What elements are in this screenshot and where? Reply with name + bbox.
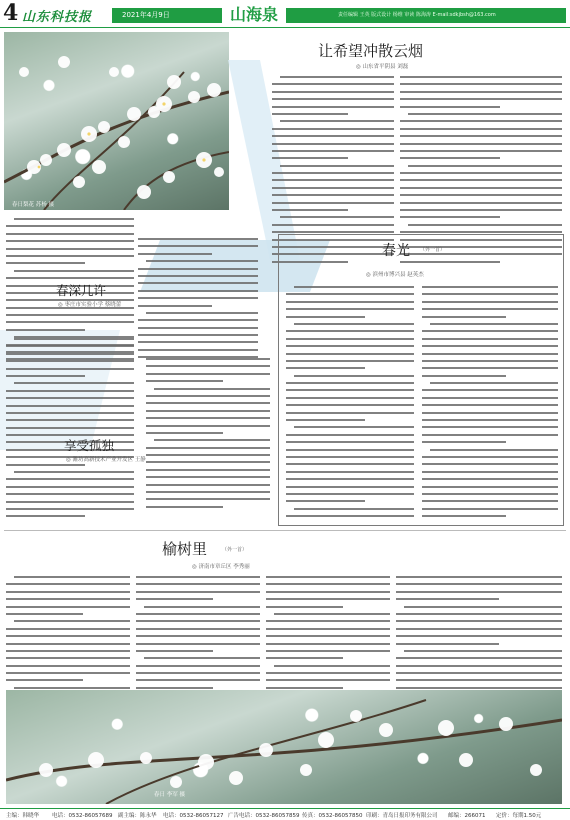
headline-2: 春深几许 [56, 283, 107, 298]
headline-1: 让希望冲散云烟 [318, 42, 424, 60]
article-5-col-3 [266, 576, 390, 694]
page-number: 4 [3, 0, 19, 26]
footer-editor-2: 副主编：陈永华 [118, 813, 157, 819]
byline-2: ◎ 枣庄市实验小学 蔡晓蕾 [58, 302, 122, 308]
footer-price: 定价：每期1.50元 [496, 813, 542, 819]
footer [0, 808, 570, 820]
headline-3: 享受孤独 [64, 438, 115, 453]
bottom-blossom-photo [6, 690, 562, 804]
bottom-photo-caption: 春日 李军 摄 [154, 792, 185, 798]
byline-1: ◎ 山东省平阴县 刘磊 [356, 64, 409, 70]
article-4-col-1 [286, 286, 414, 523]
issue-date: 2021年4月9日 [122, 11, 170, 19]
article-4-col-2 [422, 286, 558, 523]
footer-print: 印刷：青岛日报印务有限公司 [366, 813, 438, 819]
footer-editor: 主编：韩晓华 [6, 813, 40, 819]
masthead-info: 责任编辑 王英 版式设计 杨维 审读 陈海涛 E-mail:sdkjbsh@163.com [338, 11, 496, 18]
article-3-col-1 [6, 338, 134, 523]
article-2-col-2 [138, 238, 258, 364]
paper-logo: 山东科技报 [22, 10, 93, 25]
byline-4: ◎ 滨州市博兴县 赵英杰 [366, 272, 424, 278]
footer-zip: 邮编：266071 [448, 813, 486, 819]
footer-tel-2: 电话：0532-86057127 [163, 813, 224, 819]
byline-3: ◎ 潍坊高新技术产业开发区 王静 [66, 457, 146, 463]
byline-5: ◎ 济南市章丘区 李秀丽 [192, 564, 250, 570]
section-title: 山海泉 [222, 3, 286, 27]
article-3-col-2 [146, 358, 270, 513]
photo-caption: 春日梨花 苏杨 摄 [12, 202, 54, 208]
article-5-col-2 [136, 576, 260, 694]
bottom-blossom-art [6, 690, 562, 804]
headline-5: 榆树里 [162, 540, 208, 558]
headline-5-subtitle: （外一首） [222, 547, 248, 553]
footer-ad-tel: 广告电话：0532-86057859 [228, 813, 300, 819]
footer-tel-1: 电话：0532-86057689 [52, 813, 113, 819]
headline-4-subtitle: （外一首） [420, 247, 446, 253]
top-rule [0, 27, 570, 28]
masthead [0, 0, 570, 28]
footer-fax: 传真：0532-86057850 [302, 813, 363, 819]
headline-4: 春光 [382, 243, 410, 259]
section-divider [4, 530, 566, 531]
